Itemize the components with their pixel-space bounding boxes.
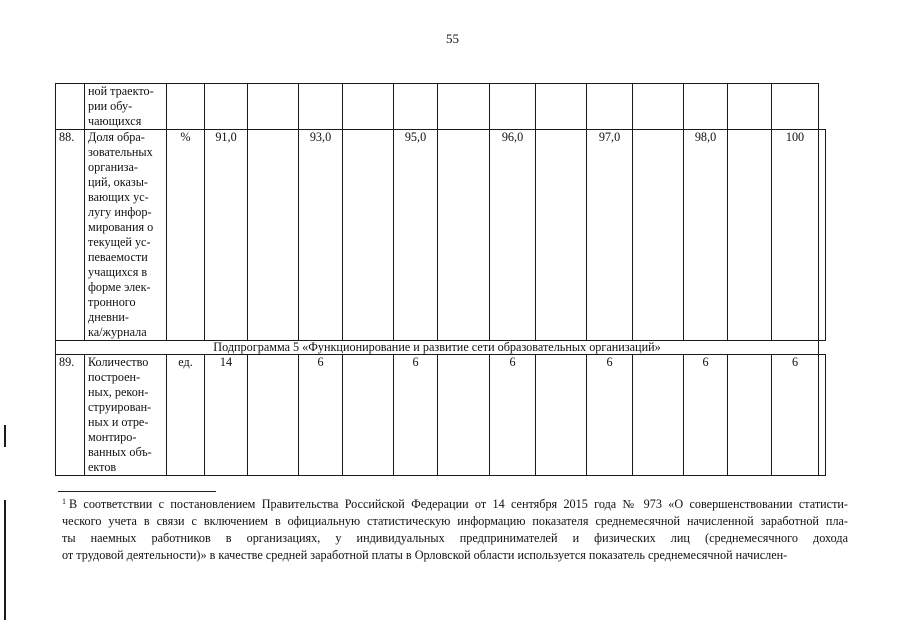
empty-cell — [728, 355, 772, 476]
footnote-marker: 1 — [62, 497, 66, 506]
empty-cell — [536, 130, 587, 341]
indicator-name-cell: ной траекто- рии обу- чающихся — [85, 84, 167, 130]
empty-cell — [633, 84, 684, 130]
empty-cell — [343, 130, 394, 341]
value-cell: 95,0 — [394, 130, 438, 341]
empty-cell — [684, 84, 728, 130]
value-cell: 6 — [299, 355, 343, 476]
value-cell: 96,0 — [490, 130, 536, 341]
scan-edge-mark — [4, 500, 6, 620]
value-cell: 14 — [205, 355, 248, 476]
footnote — [62, 496, 848, 564]
table-row-continued — [56, 84, 826, 130]
footnote-line: ческого учета в связи с включением в официальную статистическую информацию показателя среднемесячной начисленной заработной пла- — [62, 514, 848, 528]
footnote-line: от трудовой деятельности)» в качестве средней заработной платы в Орловской области используется показатель среднемесячной начислен- — [62, 548, 788, 562]
empty-cell — [343, 84, 394, 130]
indicator-name-cell: Количество построен- ных, рекон- струирован- ных и отре- монтиро- ванных объ- ектов — [85, 355, 167, 476]
empty-cell — [438, 130, 490, 341]
footnote-separator — [58, 491, 216, 492]
empty-cell — [819, 130, 826, 341]
row-number-cell — [56, 84, 85, 130]
empty-cell — [772, 84, 819, 130]
section-row — [56, 341, 826, 355]
value-cell: 91,0 — [205, 130, 248, 341]
value-cell: 6 — [587, 355, 633, 476]
empty-cell — [633, 355, 684, 476]
empty-cell — [490, 84, 536, 130]
empty-cell — [633, 130, 684, 341]
unit-cell: ед. — [167, 355, 205, 476]
value-cell: 100 — [772, 130, 819, 341]
footnote-line: ты наемных работников в организациях, у индивидуальных предпринимателей и физических лиц (среднемесячного дохода — [62, 531, 848, 545]
empty-cell — [536, 355, 587, 476]
empty-cell — [438, 84, 490, 130]
indicator-name-cell: Доля обра- зовательных организа- ций, оказы- вающих ус- лугу инфор- мирования о текущей ус- певаемости учащихся в форме элек- тронного дневни- ка/журнала — [85, 130, 167, 341]
indicators-table — [55, 83, 826, 476]
footnote-line — [62, 496, 848, 513]
empty-cell — [248, 84, 299, 130]
value-cell: 6 — [490, 355, 536, 476]
row-number-cell: 88. — [56, 130, 85, 341]
empty-cell — [167, 84, 205, 130]
subprogram-title: Подпрограмма 5 «Функционирование и развитие сети образовательных организаций» — [56, 341, 819, 355]
empty-cell — [343, 355, 394, 476]
empty-cell — [248, 355, 299, 476]
page-number: 55 — [446, 31, 459, 46]
empty-cell — [299, 84, 343, 130]
empty-cell — [205, 84, 248, 130]
row-number-cell: 89. — [56, 355, 85, 476]
value-cell: 97,0 — [587, 130, 633, 341]
value-cell: 6 — [772, 355, 819, 476]
empty-cell — [536, 84, 587, 130]
empty-cell — [728, 84, 772, 130]
empty-cell — [819, 355, 826, 476]
table-row-89 — [56, 355, 826, 476]
value-cell: 93,0 — [299, 130, 343, 341]
scan-edge-mark — [4, 425, 6, 447]
empty-cell — [438, 355, 490, 476]
empty-cell — [248, 130, 299, 341]
empty-cell — [394, 84, 438, 130]
value-cell: 6 — [394, 355, 438, 476]
footnote-text: В соответствии с постановлением Правительства Российской Федерации от 14 сентября 2015 года № 973 «О совершенствовании статисти- — [69, 497, 848, 511]
empty-cell — [728, 130, 772, 341]
table-row-88 — [56, 130, 826, 341]
unit-cell: % — [167, 130, 205, 341]
empty-cell — [587, 84, 633, 130]
value-cell: 98,0 — [684, 130, 728, 341]
value-cell: 6 — [684, 355, 728, 476]
